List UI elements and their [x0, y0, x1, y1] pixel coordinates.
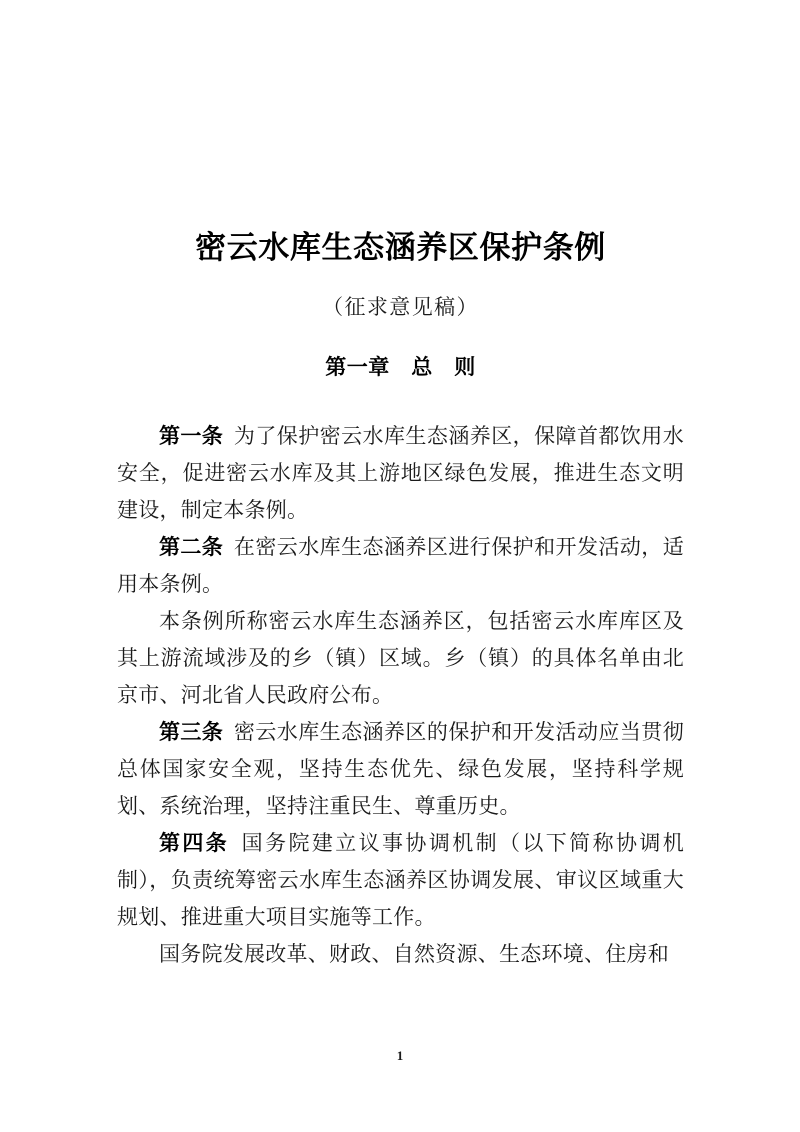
article-text: 本条例所称密云水库生态涵养区，包括密云水库库区及其上游流域涉及的乡（镇）区域。乡（镇）的具体名单由北京市、河北省人民政府公布。: [117, 609, 684, 707]
article-text: 国务院发展改革、财政、自然资源、生态环境、住房和: [159, 942, 669, 966]
article-text: 在密云水库生态涵养区进行保护和开发活动，适用本条例。: [117, 535, 684, 596]
article-label: 第一条: [159, 425, 224, 448]
article-paragraph: [117, 825, 684, 936]
article-label: 第四条: [159, 832, 230, 855]
article-paragraph: [117, 603, 684, 714]
page-number: 1: [396, 1048, 404, 1063]
article-paragraph: [117, 714, 684, 825]
chapter-heading: 第一章 总 则: [325, 356, 476, 379]
document-subtitle: （征求意见稿）: [322, 295, 479, 319]
article-paragraph: [117, 529, 684, 603]
article-paragraph: [117, 936, 684, 973]
article-text: 国务院建立议事协调机制（以下简称协调机制），负责统筹密云水库生态涵养区协调发展、审议区域重大规划、推进重大项目实施等工作。: [117, 831, 684, 929]
article-text: 密云水库生态涵养区的保护和开发活动应当贯彻总体国家安全观，坚持生态优先、绿色发展，坚持科学规划、系统治理，坚持注重民生、尊重历史。: [117, 720, 684, 818]
article-paragraph: [117, 418, 684, 529]
page-title: 密云水库生态涵养区保护条例: [195, 230, 606, 265]
article-text: 为了保护密云水库生态涵养区，保障首都饮用水安全，促进密云水库及其上游地区绿色发展，推进生态文明建设，制定本条例。: [117, 424, 684, 522]
article-label: 第三条: [159, 721, 224, 744]
article-list: [117, 418, 684, 973]
article-label: 第二条: [159, 536, 224, 559]
